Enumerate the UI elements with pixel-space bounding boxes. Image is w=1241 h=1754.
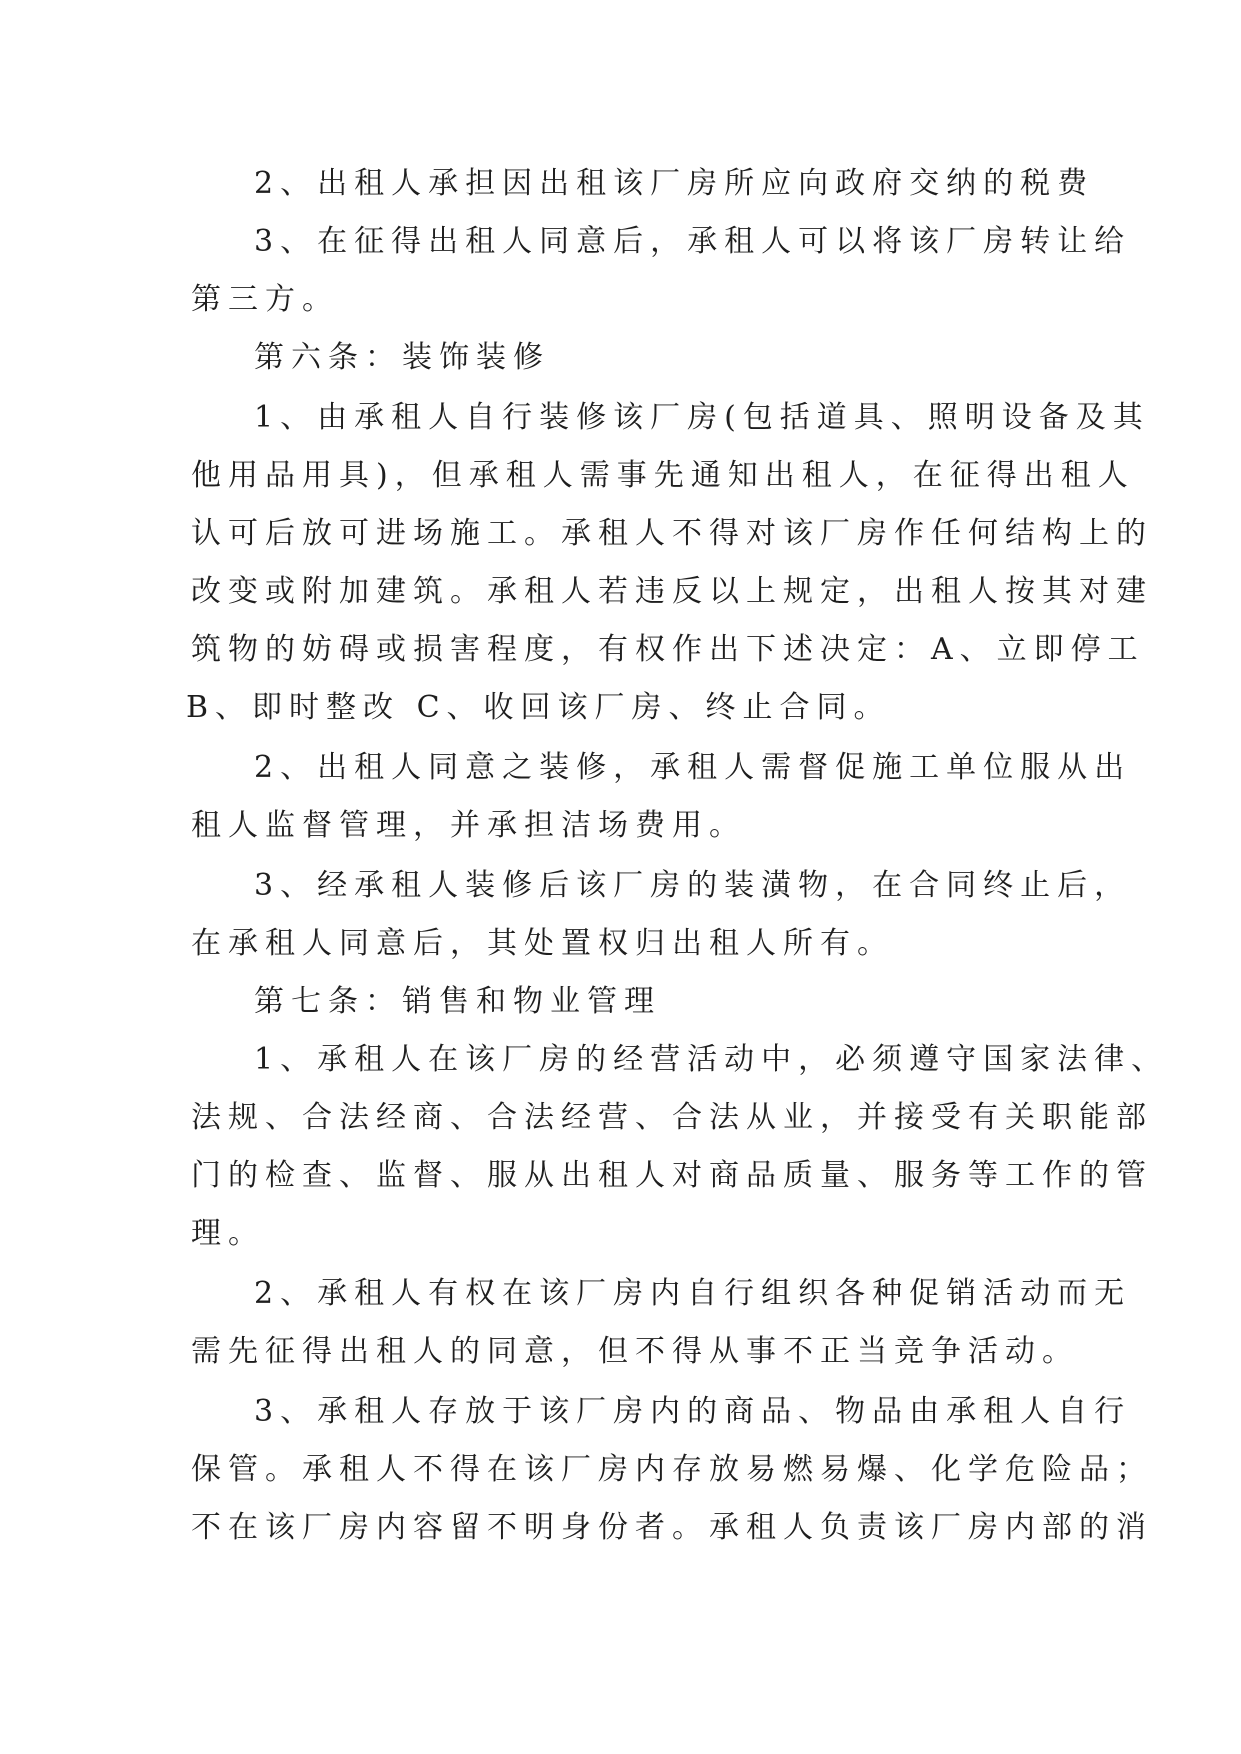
text-line: 第三方。 [191,282,339,317]
text-line: 2、承租人有权在该厂房内自行组织各种促销活动而无 [254,1276,1132,1311]
text-line: B、即时整改 C、收回该厂房、终止合同。 [186,690,891,725]
text-line: 2、出租人承担因出租该厂房所应向政府交纳的税费 [254,166,1095,201]
text-line: 需先征得出租人的同意，但不得从事不正当竞争活动。 [191,1334,1079,1369]
text-line: 1、承租人在该厂房的经营活动中，必须遵守国家法律、 [254,1042,1169,1077]
text-line: 改变或附加建筑。承租人若违反以上规定，出租人按其对建 [191,574,1153,609]
text-line: 保管。承租人不得在该厂房内存放易燃易爆、化学危险品； [191,1452,1153,1487]
text-line: 1、由承租人自行装修该厂房(包括道具、照明设备及其 [254,400,1150,435]
text-line: 门的检查、监督、服从出租人对商品质量、服务等工作的管 [191,1158,1153,1193]
section-heading: 第七条：销售和物业管理 [254,984,661,1019]
text-line: 3、经承租人装修后该厂房的装潢物，在合同终止后， [254,868,1132,903]
text-line: 筑物的妨碍或损害程度，有权作出下述决定：A、立即停工 [191,632,1145,667]
text-line: 理。 [191,1216,265,1251]
text-line: 3、在征得出租人同意后，承租人可以将该厂房转让给 [254,224,1132,259]
section-heading: 第六条：装饰装修 [254,340,550,375]
text-line: 租人监督管理，并承担洁场费用。 [191,808,746,843]
text-line: 他用品用具)，但承租人需事先通知出租人，在征得出租人 [191,458,1135,493]
text-line: 3、承租人存放于该厂房内的商品、物品由承租人自行 [254,1394,1132,1429]
text-line: 不在该厂房内容留不明身份者。承租人负责该厂房内部的消 [191,1510,1153,1545]
text-line: 法规、合法经商、合法经营、合法从业，并接受有关职能部 [191,1100,1153,1135]
text-line: 认可后放可进场施工。承租人不得对该厂房作任何结构上的 [191,516,1153,551]
text-line: 2、出租人同意之装修，承租人需督促施工单位服从出 [254,750,1132,785]
text-line: 在承租人同意后，其处置权归出租人所有。 [191,926,894,961]
